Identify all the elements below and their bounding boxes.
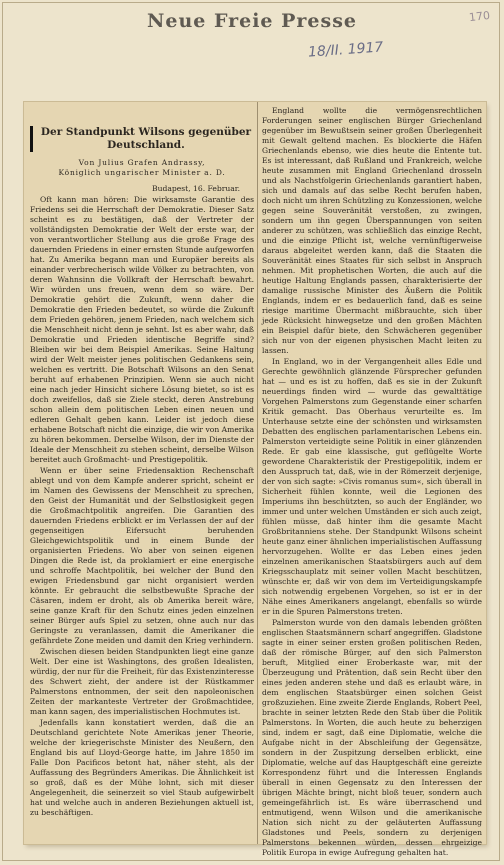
article-headline: Der Standpunkt Wilsons gegenüber Deutschland.: [30, 126, 254, 152]
paragraph: England wollte die vermögensrechtlichen Forderungen seiner englischen Bürger Griechenland gegenüber im Bewußtsein seiner großen Überlegenheit mit Gewalt geltend machen. Es blockierte die Häfen Griechenlands ebenso, wie dies heute die Entente tut. Es ist interessant, daß Rußland und Frankreich, welche heute zusammen mit England Griechenland drosseln und als Nachstfolgerin Griechenlands garantiert haben, sich und damals auf das selbe Recht berufen haben, doch nicht um ihren Schützling zu Konzessionen, welche gegen seine Souveränität verstoßen, zu zwingen, sondern um ihn gegen Überspannungen von seiten anderer zu schützen, was schließlich das einzige Recht, und die einzige Pflicht ist, welche vernünftigerweise daraus abgeleitet werden kann, daß die Staaten die Souveränität eines Staates für sich selbst in Anspruch nehmen. Mit prophetischen Worten, die auch auf die heutige Haltung Englands passen, charakterisierte der damalige russische Minister des Äußern die Politik Englands, indem er es bedauerlich fand, daß es seine riesige maritime Übermacht mißbrauchte, sich über jede Rücksicht hinwegsetze und den großen Mächten ein Beispiel dafür biete, den Schwächeren gegenüber sich nur von der eigenen physischen Macht leiten zu lassen.: [262, 106, 482, 355]
paragraph: Zwischen diesen beiden Standpunkten liegt eine ganze Welt. Der eine ist Washingtons, des großen Idealisten, würdig, der nur für die Freiheit, für das Existenzinteresse des Schwert zieht, der andere ist der Rüstkammer Palmerstons entnommen, der seit den napoleonischen Zeiten der markanteste Vertreter der Großmachtidee, man kann sagen, des imperialistischen Hochmutes ist.: [30, 647, 254, 716]
left-column: [30, 102, 254, 844]
paragraph: Oft kann man hören: Die wirksamste Garantie des Friedens sei die Herrschaft der Demokratie. Dieser Satz scheint es zu bestätigen, daß der Vertreter der vollständigsten Demokratie der Welt der erste war, der von verantwortlicher Stellung aus die große Frage des dauernden Friedens in einer ernsten Stunde aufgeworfen hat. Zu Amerika begann man und Europäer bereits als einander verbrecherisch wilde Völker zu betrachten, von deren Wahnsinn die Vollkraft der Herrschaft bewahrt. Wir würden uns freuen, wenn dem so wäre. Der Demokratie gehört die Zukunft, wenn daher die Demokratie den Frieden bedeutet, so würde die Zukunft dem Frieden gehören, jenem Frieden, nach welchem sich die Menschheit nicht denn je sehnt. Ist es aber wahr, daß Demokratie und Frieden identische Begriffe sind? Bleiben wir bei dem Beispiel Amerikas. Seine Haltung wird der Welt meister jenes politischen Gedankens sein, welchen es vertritt. Die Botschaft Wilsons an den Senat beruht auf erhabenen Prinzipien. Wenn sie auch nicht eine nach jeder Hinsicht sichere Lösung bietet, so ist es doch zweifellos, daß sie Ziele steckt, deren Anstrebung schon allein dem politischen Leben einen neuen und edleren Gehalt geben kann. Leider ist jedoch diese erhabene Botschaft nicht die einzige, die wir von Amerika zu hören bekommen. Derselbe Wilson, der im Dienste der Ideale der Menschheit zu stehen scheint, derselbe Wilson bereitet auch Großmacht- und Prestigepolitik.: [30, 195, 254, 464]
handwritten-date: 18/II. 1917: [307, 39, 384, 61]
article-byline: [30, 158, 254, 178]
newspaper-masthead: Neue Freie Presse: [146, 10, 357, 32]
paragraph: Palmerston wurde von den damals lebenden größten englischen Staatsmännern scharf angegriffen. Gladstone sagte in einer seiner ersten großen politischen Reden, daß der römische Bürger, auf den sich Palmerston beruft, Mitglied einer Eroberkaste war, mit der Überzeugung und Prätention, daß sein Recht über den eines jeden anderen stehe und daß es erlaubt wäre, in dem englischen Staatsbürger einen solchen Geist großzuziehen. Eine zweite Zierde Englands, Robert Peel, brachte in seiner letzten Rede den Stab über die Politik Palmerstons. In Worten, die auch heute zu beherzigen sind, indem er sagt, daß eine Diplomatie, welche die Aufgabe nicht in der Abschleifung der Gegensätze, sondern in der Zuspitzung derselben erblickt, eine Diplomatie, welche auf das Hauptgeschäft eine gereizte Korrespondenz führt und die Interessen Englands überall in einen Gegensatz zu den Interessen der übrigen Mächte bringt, nicht bloß teuer, sondern auch gemeingefährlich ist. Es wäre überraschend und entmutigend, wenn Wilson und die amerikanische Nation sich nicht zu der geläuterten Auffassung Gladstones und Peels, sondern zu derjenigen Palmerstons bekennen würden, dessen ehrgeizige Politik Europa in ewige Aufregung gehalten hat.: [262, 618, 482, 857]
right-column: [262, 102, 482, 857]
author-title: Königlich ungarischer Minister a. D.: [58, 168, 226, 177]
paragraph: Jedenfalls kann konstatiert werden, daß die an Deutschland gerichtete Note Amerikas jener Theorie, welche der kriegerischste Minister des Neußern, den England bis auf Lloyd-George hatte, im Jahre 1850 im Falle Don Pacificos betont hat, näher steht, als der Auffassung des Begründers Amerikas. Die Ähnlichkeit ist so groß, daß es der Mühe lohnt, sich mit dieser Angelegenheit, die seinerzeit so viel Staub aufgewirbelt hat und welche auch in anderen Beziehungen aktuell ist, zu beschäftigen.: [30, 718, 254, 817]
column-divider: [257, 102, 258, 844]
handwritten-page-number: 170: [468, 8, 491, 25]
author-name: Von Julius Grafen Andrassy,: [78, 158, 206, 167]
newspaper-clipping: [24, 102, 486, 857]
paragraph: In England, wo in der Vergangenheit alles Edle und Gerechte gewöhnlich glänzende Fürsprecher gefunden hat — und es ist zu hoffen, daß es sie in der Zukunft neuerdings finden wird — wurde das gewalttätige Vorgehen Palmerstons zum Gegenstande einer scharfen Kritik gemacht. Das Oberhaus verurteilte es. Im Unterhause setzte eine der schönsten und wirksamsten Debatten des englischen parlamentarischen Lebens ein. Palmerston verteidigte seine Politik in einer glänzenden Rede. Er gab eine klassische, gut geflügelte Worte gewordene Charakteristik der Prestigepolitik, indem er den Ausspruch tat, daß, wie in der Römerzeit derjenige, der von sich sagte: »Civis romanus sum«, sich überall in Sicherheit fühlen konnte, weil die Legionen des Imperiums ihn beschützten, so auch der Engländer, wo immer und unter welchen Umständen er sich auch zeigt, fühlen müsse, daß hinter ihm die gesamte Macht Großbritanniens stehe. Der Standpunkt Wilsons scheint heute ganz einer ähnlichen imperialistischen Auffassung hervorzugehen. Wollte er das Leben eines jeden einzelnen amerikanischen Staatsbürgers auch auf dem Kriegsschauplatz mit seiner vollen Macht beschützen, wünschte er, daß wir von dem im Verteidigungskampfe sich notwendig ergebenen Vorgehen, so ist er in der Nähe eines Amerikaners angelangt, ebenfalls so würde er in die Spuren Palmerstons treten.: [262, 357, 482, 616]
article-dateline: Budapest, 16. Februar.: [152, 184, 240, 193]
paragraph: Wenn er über seine Friedensaktion Rechenschaft ablegt und von dem Kampfe anderer spricht, scheint er im Namen des Gewissens der Menschheit zu sprechen, den Geist der Humanität und der Selbstlosigkeit gegen die Großmachtpolitik angreifen. Die Garantien des dauernden Friedens erblickt er im Verlassen der auf der gegenseitigen Eifersucht beruhenden Gleichgewichtspolitik und in einem Bunde der organisierten Friedens. Wo aber von seinen eigenen Dingen die Rede ist, da proklamiert er eine energische und schroffe Machtpolitik, bei welcher der Bund den ewigen Friedensbund gar nicht organisiert werden könnte. Er gebraucht die selbstbewußte Sprache der Cäsaren, indem er droht, als ob Amerika bereit wäre, seine ganze Kraft für den Schutz eines jeden einzelnen seiner Bürger aufs Spiel zu setzen, ohne auch nur das Geringste zu veranlassen, damit die Amerikaner die gefährdete Zone meiden und damit den Krieg verhindern.: [30, 466, 254, 645]
